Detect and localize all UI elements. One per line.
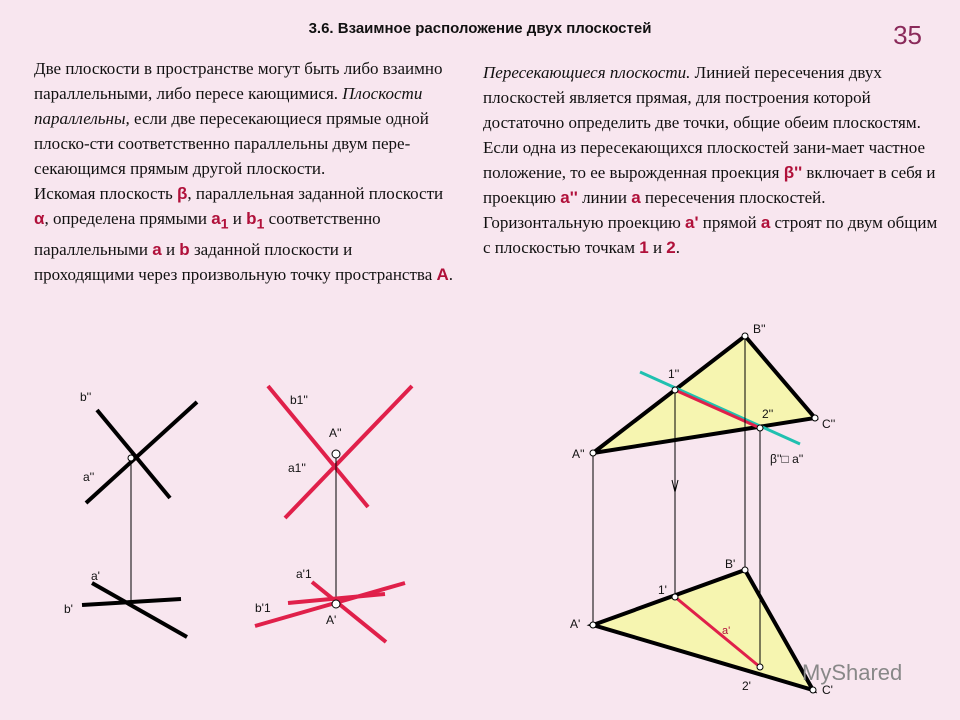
figure-intersection — [570, 322, 835, 697]
line-b: b — [179, 240, 190, 260]
watermark: MyShared — [802, 660, 903, 685]
right-text-column: Пересекающиеся плоскости. Линией пересечения двух плоскостей является прямая, для построения которой достаточно определить две точки, общие обеим плоскостям. Если одна из пересекающихся плоскостей зани-мает частное положение, то ее вырожденная проекция β'' включает в себя и проекцию a'' линии a пересечения плоскостей. Горизонтальную проекцию a' прямой a строят по двум общим с плоскостью точкам 1 и 2. — [483, 63, 938, 257]
right-text: прямой — [702, 213, 757, 232]
a-symbol: a — [760, 213, 771, 232]
beta2-symbol: β'' — [783, 163, 803, 182]
left-text: и — [165, 240, 176, 260]
page-number: 35 — [893, 20, 922, 50]
right-text: и — [652, 238, 663, 257]
beta-symbol: β — [177, 184, 188, 203]
line-b1 — [92, 583, 187, 637]
right-text: Линией пересечения двух плоскостей является прямая, для построения которой достаточно определить две точки, общие обеим плоскостям. — [483, 63, 921, 132]
left-text: , параллельная заданной плоскости — [187, 184, 444, 203]
label-b2: b'' — [80, 390, 92, 404]
label-beta-a: β''□ a'' — [770, 452, 804, 466]
label-C1: C' — [822, 683, 833, 697]
point-1: 1 — [639, 238, 649, 257]
figure-parallel-red — [255, 386, 412, 642]
point — [128, 455, 134, 461]
parallel-planes-term: Плоскости параллельны, — [34, 84, 423, 128]
label-2-2: 2'' — [762, 407, 774, 421]
label-a12: a1'' — [288, 461, 306, 475]
point-A2 — [332, 450, 340, 458]
label-1-1: 1' — [658, 583, 667, 597]
point-A: A — [436, 265, 449, 285]
left-paragraph-intro: Две плоскости в пространстве могут быть либо взаимно параллельными, либо пересе кающимися. — [34, 59, 443, 103]
right-text: строят по двум общим с плоскостью точкам — [483, 213, 938, 257]
label-A1: A' — [326, 613, 337, 627]
label-A2: A'' — [572, 447, 585, 461]
label-2-1: 2' — [742, 679, 751, 693]
right-text: линии — [582, 188, 627, 207]
label-a1: a' — [722, 625, 731, 637]
left-text: соответственно параллельными — [34, 209, 381, 260]
left-text: заданной плоскости и проходящими через произвольную точку пространства — [34, 240, 433, 285]
label-b11: b'1 — [255, 601, 271, 615]
a1-symbol: a' — [685, 213, 699, 232]
label-B2: B'' — [753, 322, 766, 336]
point-A1 — [332, 600, 340, 608]
triangle-top — [593, 570, 813, 690]
right-text: Если одна из пересекающихся плоскостей зани-мает частное положение, то ее вырожденная проекция — [483, 138, 926, 182]
right-text: включает в себя и проекцию — [483, 163, 936, 207]
line-a: a — [152, 240, 162, 260]
left-text-column: Две плоскости в пространстве могут быть либо взаимно параллельными, либо пересе кающимися. Плоскости параллельны, если две пересекающиеся прямые одной плоско-сти соответственно параллельны двум пере-секающимся прямым другой плоскости. Искомая плоскость β, параллельная заданной плоскости α, определена прямыми $a_1$ и $b_1$ соответственно параллельными a и b заданной плоскости и проходящими через произвольную точку пространства A. — [34, 59, 454, 285]
label-A1: A' — [570, 617, 581, 631]
page-title: 3.6. Взаимное расположение двух плоскостей — [308, 20, 652, 37]
left-text: , определена прямыми — [44, 209, 207, 228]
left-text: и — [232, 209, 242, 228]
label-b1: b' — [64, 602, 73, 616]
intersecting-planes-term: Пересекающиеся плоскости. — [483, 63, 691, 82]
alpha-symbol: α — [34, 209, 45, 228]
label-C2: C'' — [822, 417, 836, 431]
label-B1: B' — [725, 557, 736, 571]
a-symbol: a — [631, 188, 641, 207]
label-1-2: 1'' — [668, 367, 680, 381]
a2-symbol: a'' — [560, 188, 578, 207]
line-b1: $b_1$ — [246, 209, 265, 233]
left-paragraph-definition: если две пересекающиеся прямые одной плоско-сти соответственно параллельны двум пере-секающимся прямым другой плоскости. — [34, 109, 429, 178]
left-text: Искомая плоскость — [34, 184, 173, 203]
label-b12: b1'' — [290, 393, 308, 407]
point-2: 2 — [666, 238, 676, 257]
label-a2: a'' — [83, 470, 95, 484]
label-A2: A'' — [329, 426, 342, 440]
figure-parallel-black — [64, 390, 197, 637]
label-a11: a'1 — [296, 567, 312, 581]
right-text: пересечения плоскостей. Горизонтальную проекцию — [483, 188, 826, 232]
line-a1: $a_1$ — [211, 209, 229, 233]
label-a1: a' — [91, 569, 100, 583]
